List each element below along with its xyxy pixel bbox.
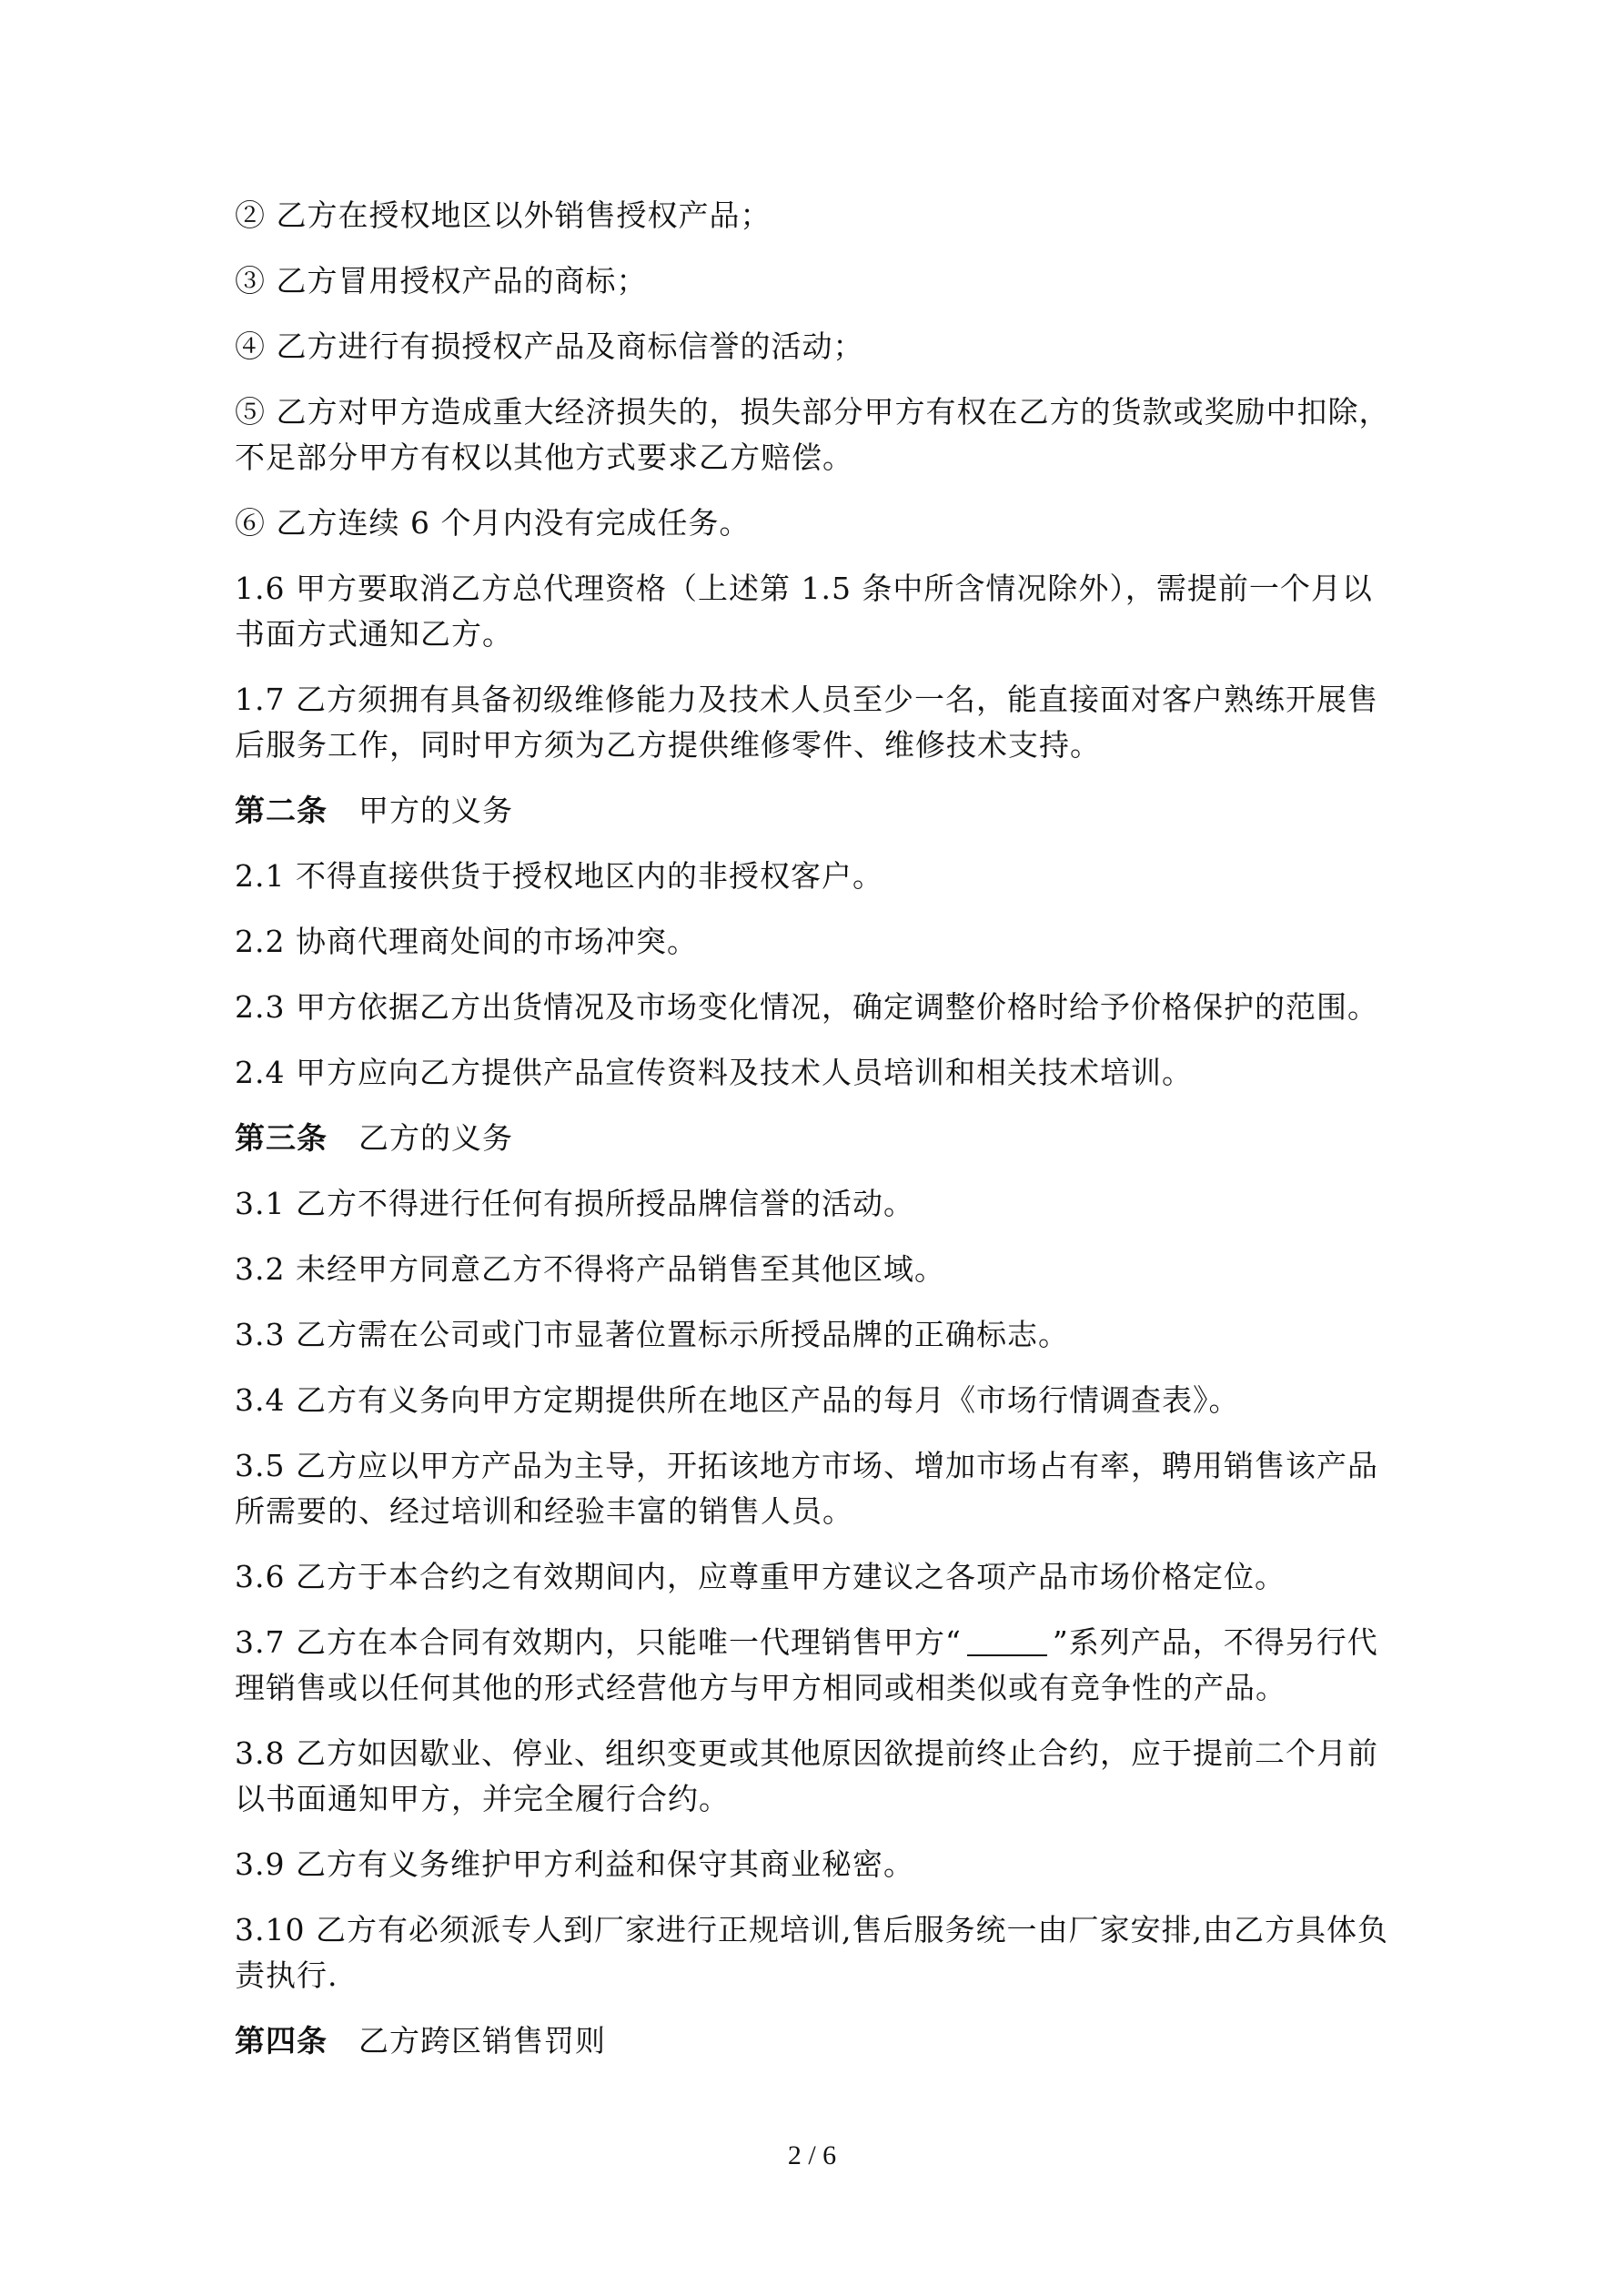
item-3-7-text-before: 3.7 乙方在本合同有效期内，只能唯一代理销售甲方“ — [235, 1624, 962, 1660]
clause-paragraph: ⑥ 乙方连续 6 个月内没有完成任务。 — [235, 505, 751, 541]
article-4-title: 乙方跨区销售罚则 — [358, 2023, 606, 2058]
article-3-title: 乙方的义务 — [358, 1120, 513, 1156]
article-4-number: 第四条 — [235, 2023, 328, 2058]
article-3-item: 3.8 乙方如因歇业、停业、组织变更或其他原因欲提前终止合约，应于提前二个月前以书面通知甲方，并完全履行合约。 — [235, 1735, 1378, 1816]
article-3-item: 3.6 乙方于本合约之有效期间内，应尊重甲方建议之各项产品市场价格定位。 — [235, 1559, 1286, 1594]
article-3-number: 第三条 — [235, 1120, 328, 1156]
item-3-7-text-after: ”系列产品，不得另行代理销售或以任何其他的形式经营他方与甲方相同或相类似或有竞争性的产品。 — [235, 1624, 1378, 1705]
clause-paragraph: ⑤ 乙方对甲方造成重大经济损失的，损失部分甲方有权在乙方的货款或奖励中扣除，不足部分甲方有权以其他方式要求乙方赔偿。 — [235, 394, 1390, 475]
article-3-item: 3.10 乙方有必须派专人到厂家进行正规培训,售后服务统一由厂家安排,由乙方具体负责执行. — [235, 1912, 1388, 1993]
article-2-item: 2.3 甲方依据乙方出货情况及市场变化情况，确定调整价格时给予价格保护的范围。 — [235, 989, 1378, 1025]
clause-paragraph: ③ 乙方冒用授权产品的商标； — [235, 263, 648, 298]
article-3-item-3-7 — [235, 1620, 1399, 1711]
article-3-heading — [235, 1116, 1399, 1161]
article-2-title: 甲方的义务 — [358, 793, 513, 828]
article-2-item: 2.4 甲方应向乙方提供产品宣传资料及技术人员培训和相关技术培训。 — [235, 1055, 1193, 1090]
document-body — [235, 193, 1399, 2084]
article-3-item: 3.5 乙方应以甲方产品为主导，开拓该地方市场、增加市场占有率，聘用销售该产品所需要的、经过培训和经验丰富的销售人员。 — [235, 1448, 1378, 1529]
article-2-number: 第二条 — [235, 793, 328, 828]
clause-paragraph: ④ 乙方进行有损授权产品及商标信誉的活动； — [235, 329, 864, 364]
clause-paragraph: ② 乙方在授权地区以外销售授权产品； — [235, 197, 772, 233]
article-3-item: 3.2 未经甲方同意乙方不得将产品销售至其他区域。 — [235, 1251, 945, 1287]
clause-paragraph: 1.6 甲方要取消乙方总代理资格（上述第 1.5 条中所含情况除外），需提前一个月以书面方式通知乙方。 — [235, 571, 1373, 652]
article-3-item: 3.9 乙方有义务维护甲方利益和保守其商业秘密。 — [235, 1846, 914, 1882]
article-2-heading — [235, 788, 1399, 834]
article-3-item: 3.3 乙方需在公司或门市显著位置标示所授品牌的正确标志。 — [235, 1317, 1069, 1352]
page-number: 2 / 6 — [787, 2140, 837, 2170]
article-2-item: 2.1 不得直接供货于授权地区内的非授权客户。 — [235, 858, 883, 894]
brand-blank-line — [967, 1627, 1047, 1656]
article-3-item: 3.4 乙方有义务向甲方定期提供所在地区产品的每月《市场行情调查表》。 — [235, 1382, 1240, 1418]
article-4-heading — [235, 2018, 1399, 2064]
article-3-item: 3.1 乙方不得进行任何有损所授品牌信誉的活动。 — [235, 1186, 914, 1221]
article-2-item: 2.2 协商代理商处间的市场冲突。 — [235, 924, 698, 959]
clause-paragraph: 1.7 乙方须拥有具备初级维修能力及技术人员至少一名，能直接面对客户熟练开展售后服务工作，同时甲方须为乙方提供维修零件、维修技术支持。 — [235, 682, 1378, 763]
